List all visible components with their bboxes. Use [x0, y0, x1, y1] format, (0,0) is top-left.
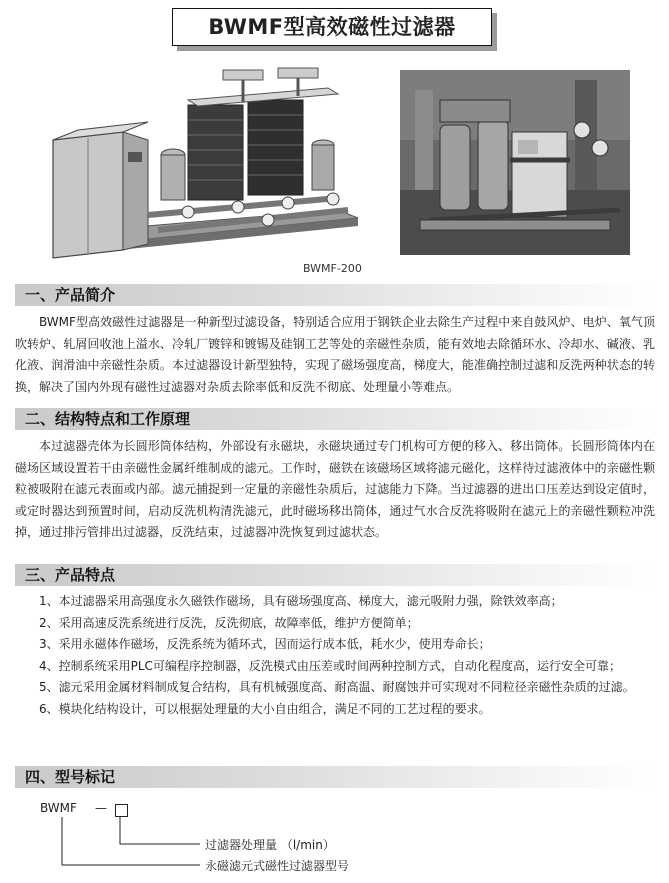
installation-photo [400, 70, 630, 255]
section-header-intro [15, 284, 655, 306]
list-item: 1、本过滤器采用高强度永久磁铁作磁场，具有磁场强度高、梯度大，滤元吸附力强，除铁效率高； [39, 594, 563, 608]
intro-text: BWMF型高效磁性过滤器是一种新型过滤设备，特别适合应用于钢铁企业去除生产过程中来自鼓风炉、电炉、氧气顶吹转炉、轧屑回收池上溢水、冷轧厂镀锌和镀锡及硅钢工艺等处的亲磁性杂质，能有效地去除循环水、冷却水、碱液、乳化液、润滑油中亲磁性杂质。本过滤器设计新型独特，实现了磁场强度高，梯度大，能准确控制过滤和反洗两种状态的转换，解决了国内外现有磁性过滤器对杂质去除率低和反洗不彻底、处理量小等难点。 [15, 315, 655, 394]
product-photo-bwmf-200 [38, 60, 378, 260]
list-item: 6、模块化结构设计，可以根据处理量的大小自由组合，满足不同的工艺过程的要求。 [39, 701, 491, 716]
section-title: 二、结构特点和工作原理 [25, 410, 191, 428]
section-header-structure [15, 408, 655, 430]
section-title: 三、产品特点 [25, 566, 116, 584]
model-code-diagram [0, 795, 669, 883]
figure-caption: BWMF-200 [303, 262, 362, 275]
model-code-prefix: BWMF [40, 801, 77, 815]
structure-text: 本过滤器壳体为长圆形筒体结构，外部设有永磁块，永磁块通过专门机构可方便的移入、移出筒体。长圆形筒体内在磁场区域设置若干由亲磁性金属纤维制成的滤元。工作时，磁铁在该磁场区域将滤元磁化，这样待过滤液体中的亲磁性颗粒被吸附在滤元表面或内部。滤元捕捉到一定量的亲磁性杂质后，过滤能力下降。当过滤器的进出口压差达到设定值时，或定时器达到预置时间，启动反洗机构清洗滤元，此时磁场移出筒体，通过气水合反洗将吸附在滤元上的亲磁性颗粒冲洗掉，通过排污管排出过滤器，反洗结束，过滤器冲洗恢复到过滤状态。 [15, 439, 655, 539]
model-code-dash: — [95, 801, 107, 815]
section-header-features [15, 564, 655, 586]
label-flow-capacity: 过滤器处理量 （l/min） [205, 838, 335, 852]
list-item: 4、控制系统采用PLC可编程序控制器，反洗模式由压差或时间两种控制方式，自动化程度高，运行安全可靠； [39, 658, 621, 673]
list-item: 5、滤元采用金属材料制成复合结构，具有机械强度高、耐高温、耐腐蚀并可实现对不同粒径亲磁性杂质的过滤。 [39, 680, 635, 694]
features-list [15, 591, 655, 720]
structure-paragraph [15, 436, 655, 544]
label-model-type: 永磁滤元式磁性过滤器型号 [205, 859, 350, 873]
page-title: BWMF型高效磁性过滤器 [172, 8, 492, 46]
intro-paragraph [15, 312, 655, 398]
section-title: 四、型号标记 [25, 768, 116, 786]
list-item: 3、采用永磁体作磁场，反洗系统为循环式，因而运行成本低，耗水少，使用寿命长； [39, 637, 491, 651]
list-item: 2、采用高速反洗系统进行反洗，反洗彻底，故障率低，维护方便简单； [39, 615, 419, 630]
section-header-model [15, 766, 655, 788]
section-title: 一、产品简介 [25, 286, 116, 304]
